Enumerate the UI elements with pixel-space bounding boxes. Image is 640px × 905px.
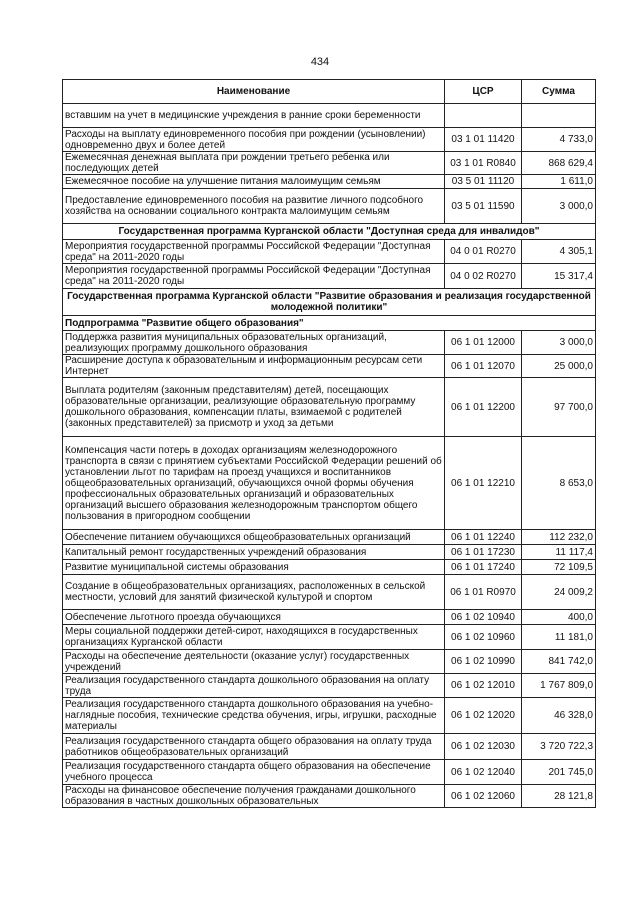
cell-csr: 03 1 01 R0840 [445,152,522,175]
cell-name: Ежемесячная денежная выплата при рождении третьего ребенка или последующих детей [63,152,445,175]
cell-csr: 03 5 01 11590 [445,189,522,224]
header-name: Наименование [63,80,445,104]
cell-csr: 06 1 01 12000 [445,331,522,355]
cell-sum: 11 117,4 [522,545,596,560]
section-row [63,224,596,240]
subprogram-heading: Подпрограмма "Развитие общего образования" [63,316,596,331]
cell-csr: 06 1 02 12010 [445,674,522,698]
cell-name: Расходы на обеспечение деятельности (оказание услуг) государственных учреждений [63,650,445,674]
cell-csr: 04 0 02 R0270 [445,264,522,289]
header-csr: ЦСР [445,80,522,104]
cell-name: Обеспечение льготного проезда обучающихся [63,610,445,625]
cell-csr: 06 1 01 12240 [445,530,522,545]
cell-csr: 06 1 02 12020 [445,698,522,734]
table-row [63,128,596,152]
cell-sum: 112 232,0 [522,530,596,545]
table-row [63,575,596,610]
cell-name: Развитие муниципальной системы образования [63,560,445,575]
cell-csr: 03 1 01 11420 [445,128,522,152]
cell-name: Ежемесячное пособие на улучшение питания малоимущим семьям [63,175,445,189]
cell-name: Реализация государственного стандарта дошкольного образования на учебно-наглядные пособия, технические средства обучения, игры, игрушки, расходные материалы [63,698,445,734]
table-row [63,331,596,355]
budget-table [62,79,596,808]
table-row [63,610,596,625]
table-row [63,104,596,128]
table-row [63,625,596,650]
table-row [63,189,596,224]
cell-name: Реализация государственного стандарта общего образования на обеспечение учебного процесса [63,760,445,785]
cell-sum: 46 328,0 [522,698,596,734]
cell-csr: 03 5 01 11120 [445,175,522,189]
page-number: 434 [310,56,330,68]
table-row [63,264,596,289]
cell-sum: 841 742,0 [522,650,596,674]
table-body [63,104,596,808]
cell-name: Меры социальной поддержки детей-сирот, находящихся в государственных организациях Курганской области [63,625,445,650]
cell-sum: 72 109,5 [522,560,596,575]
cell-name: вставшим на учет в медицинские учреждения в ранние сроки беременности [63,104,445,128]
cell-name: Создание в общеобразовательных организациях, расположенных в сельской местности, условий для занятий физической культурой и спортом [63,575,445,610]
cell-csr: 06 1 02 12040 [445,760,522,785]
cell-name: Капитальный ремонт государственных учреждений образования [63,545,445,560]
table-row [63,760,596,785]
cell-csr: 06 1 02 12060 [445,785,522,808]
table-row [63,650,596,674]
cell-name: Компенсация части потерь в доходах организациям железнодорожного транспорта в связи с принятием субъектами Российской Федерации решений об установлении льгот по тарифам на проезд учащихся и воспитанников общеобразовательных организаций, обучающихся очной формы обучения профессиональных образовательных организаций и образовательных организаций высшего образования железнодорожным транспортом общего пользования в пригородном сообщении [63,437,445,530]
table-header-row [63,80,596,104]
cell-sum: 24 009,2 [522,575,596,610]
cell-name: Поддержка развития муниципальных образовательных организаций, реализующих программу дошкольного образования [63,331,445,355]
table-row [63,734,596,760]
subsection-row [63,316,596,331]
cell-name: Мероприятия государственной программы Российской Федерации "Доступная среда" на 2011-2020 годы [63,264,445,289]
cell-sum: 28 121,8 [522,785,596,808]
cell-sum: 3 720 722,3 [522,734,596,760]
table-row [63,378,596,437]
cell-sum: 400,0 [522,610,596,625]
cell-name: Обеспечение питанием обучающихся общеобразовательных организаций [63,530,445,545]
cell-sum: 11 181,0 [522,625,596,650]
cell-csr [445,104,522,128]
cell-name: Расширение доступа к образовательным и информационным ресурсам сети Интернет [63,355,445,378]
table-row [63,698,596,734]
table-row [63,530,596,545]
cell-sum [522,104,596,128]
cell-sum: 97 700,0 [522,378,596,437]
cell-csr: 06 1 02 12030 [445,734,522,760]
cell-csr: 06 1 01 17240 [445,560,522,575]
cell-csr: 06 1 01 12210 [445,437,522,530]
cell-csr: 06 1 01 12200 [445,378,522,437]
cell-sum: 3 000,0 [522,189,596,224]
program-heading: Государственная программа Курганской области "Доступная среда для инвалидов" [63,224,596,240]
cell-sum: 3 000,0 [522,331,596,355]
cell-name: Реализация государственного стандарта общего образования на оплату труда работников общеобразовательных организаций [63,734,445,760]
table-row [63,175,596,189]
cell-csr: 06 1 02 10940 [445,610,522,625]
cell-name: Предоставление единовременного пособия на развитие личного подсобного хозяйства на основании социального контракта малоимущим семьям [63,189,445,224]
cell-name: Реализация государственного стандарта дошкольного образования на оплату труда [63,674,445,698]
table-row [63,152,596,175]
cell-csr: 06 1 02 10960 [445,625,522,650]
table-row [63,785,596,808]
table-row [63,545,596,560]
table-row [63,437,596,530]
cell-name: Мероприятия государственной программы Российской Федерации "Доступная среда" на 2011-2020 годы [63,240,445,264]
cell-sum: 4 305,1 [522,240,596,264]
cell-sum: 8 653,0 [522,437,596,530]
cell-csr: 04 0 01 R0270 [445,240,522,264]
table-row [63,560,596,575]
header-sum: Сумма [522,80,596,104]
cell-sum: 25 000,0 [522,355,596,378]
cell-sum: 4 733,0 [522,128,596,152]
cell-sum: 1 611,0 [522,175,596,189]
cell-sum: 201 745,0 [522,760,596,785]
section-row [63,289,596,316]
cell-sum: 15 317,4 [522,264,596,289]
table-row [63,355,596,378]
cell-csr: 06 1 01 R0970 [445,575,522,610]
table-row [63,674,596,698]
cell-name: Расходы на финансовое обеспечение получения гражданами дошкольного образования в частных дошкольных образовательных [63,785,445,808]
program-heading: Государственная программа Курганской области "Развитие образования и реализация государственной молодежной политики" [63,289,596,316]
cell-name: Расходы на выплату единовременного пособия при рождении (усыновлении) одновременно двух и более детей [63,128,445,152]
cell-sum: 868 629,4 [522,152,596,175]
cell-sum: 1 767 809,0 [522,674,596,698]
cell-csr: 06 1 02 10990 [445,650,522,674]
cell-name: Выплата родителям (законным представителям) детей, посещающих образовательные организации, реализующие образовательную программу дошкольного образования, компенсации платы, взимаемой с родителей (законных представителей) за присмотр и уход за детьми [63,378,445,437]
cell-csr: 06 1 01 17230 [445,545,522,560]
table-row [63,240,596,264]
cell-csr: 06 1 01 12070 [445,355,522,378]
